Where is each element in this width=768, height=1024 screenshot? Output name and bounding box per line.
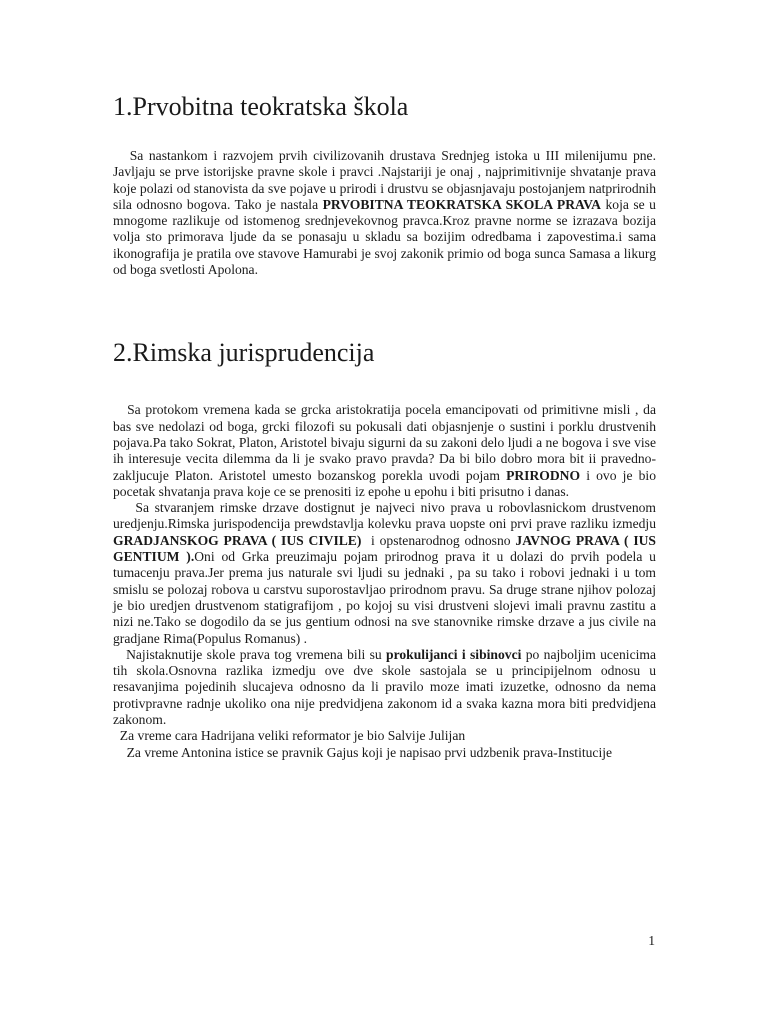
bold-term: GRADJANSKOG PRAVA ( IUS CIVILE)	[113, 532, 362, 548]
section-2-body	[113, 402, 660, 761]
section-2-heading: 2.Rimska jurisprudencija	[113, 338, 375, 368]
text-run: koja se u mnogome razlikuje od istomenog srednjevekovnog pravca.Kroz pravne norme se izrazava bozija volja sto primorava ljude da se ponasaju u skladu sa bozijim odredbama i zapovestima.i sama ikonografija je pratila ove stavove Hamurabi je svoj zakonik primio od boga sunca Samasa a likurg od boga svetlosti Apolona.	[113, 196, 660, 278]
paragraph	[113, 500, 660, 647]
text-run: Sa stvaranjem rimske drzave dostignut je najveci nivo prava u robovlasnickom drustvenom uredjenju.Rimska jurispodencija prewdstavlja kolevku prava uopste oni prvi prave razliku izmedju	[113, 500, 660, 532]
bold-term: JAVNOG PRAVA ( IUS GENTIUM ).	[113, 532, 660, 565]
text-run: i opstenarodnog odnosno	[361, 532, 516, 548]
page-content	[113, 86, 660, 761]
text-run: Sa protokom vremena kada se grcka aristokratija pocela emancipovati od primitivne misli , da bas sve nedolazi od boga, grcki filozofi su pokusali dati objasnjenje o sustini i porklu drustvenih pojava.Pa tako Sokrat, Platon, Aristotel bivaju sigurni da su zakoni delo ljudi a ne bogova i sve vise ih interesuje vecita dilemma da li je svako pravo pravda? Da bi bilo dobro mora bit ii pravedno- zakljucuje Platon. Aristotel umesto bozanskog porekla uvodi pojam	[113, 402, 660, 483]
paragraph	[113, 148, 660, 278]
paragraph	[113, 728, 656, 744]
section-1-body	[113, 148, 660, 278]
paragraph	[113, 745, 656, 761]
paragraph	[113, 646, 660, 728]
text-run: Sa nastankom i razvojem prvih civilizovanih drustava Srednjeg istoka u III milenijumu pne. Javljaju se prve istorijske pravne skole i pravci .Najstariji je onaj , najprimitivnije shvatanje prava koje polazi od stanovista da sve pojave u prirodi i drustvu se objasnjavaju postojanjem natprirodnih sila odnosno bogova. Tako je nastala	[113, 148, 660, 212]
text-run: po najboljim ucenicima tih skola.Osnovna razlika izmedju ove dve skole sastojala se u principijelnom odnosu u resavanjima pojedinih slucajeva odnosno da li pravilo moze imati izuzetke, odnosno da nema protivpravne radnje ukoliko ona nije predvidjena zakonom id a svaka kazna mora biti predvidjena zakonom.	[113, 646, 660, 728]
section-1-heading: 1.Prvobitna teokratska škola	[113, 92, 409, 121]
bold-term: PRIRODNO	[506, 467, 581, 483]
page-number: 1	[648, 933, 655, 948]
bold-term: PRVOBITNA TEOKRATSKA SKOLA PRAVA	[322, 196, 601, 212]
paragraph	[113, 402, 660, 500]
text-run: Za vreme Antonina istice se pravnik Gajus koji je napisao prvi udzbenik prava-Institucije	[113, 744, 613, 760]
text-run: i ovo je bio pocetak shvatanja prava koje ce se prenositi iz epohe u epohu i biti prisutno i danas.	[113, 467, 660, 499]
text-run: Oni od Grka preuzimaju pojam prirodnog prava it u dolazi do prvih podela u tumacenju prava.Jer prema jus naturale svi ljudi su jednaki , pa su tako i robovi jednaki i u tom smislu se polozaj robova u carstvu suporostavljao prirodnom pravu. Sa druge strane njihov polozaj je bio uredjen drustvenom statigrafijom , po kojoj su visi drustveni slojevi imali pravnu zastitu a nizi ne.Tako se dogodilo da se jus gentium odnosi na sve stanovnike rimske drzave a jus civile na gradjane Rima(Populus Romanus) .	[113, 549, 660, 646]
text-run: Najistaknutije skole prava tog vremena bili su	[113, 646, 387, 662]
bold-term: prokulijanci i sibinovci	[386, 646, 522, 662]
text-run: Za vreme cara Hadrijana veliki reformator je bio Salvije Julijan	[113, 728, 466, 744]
